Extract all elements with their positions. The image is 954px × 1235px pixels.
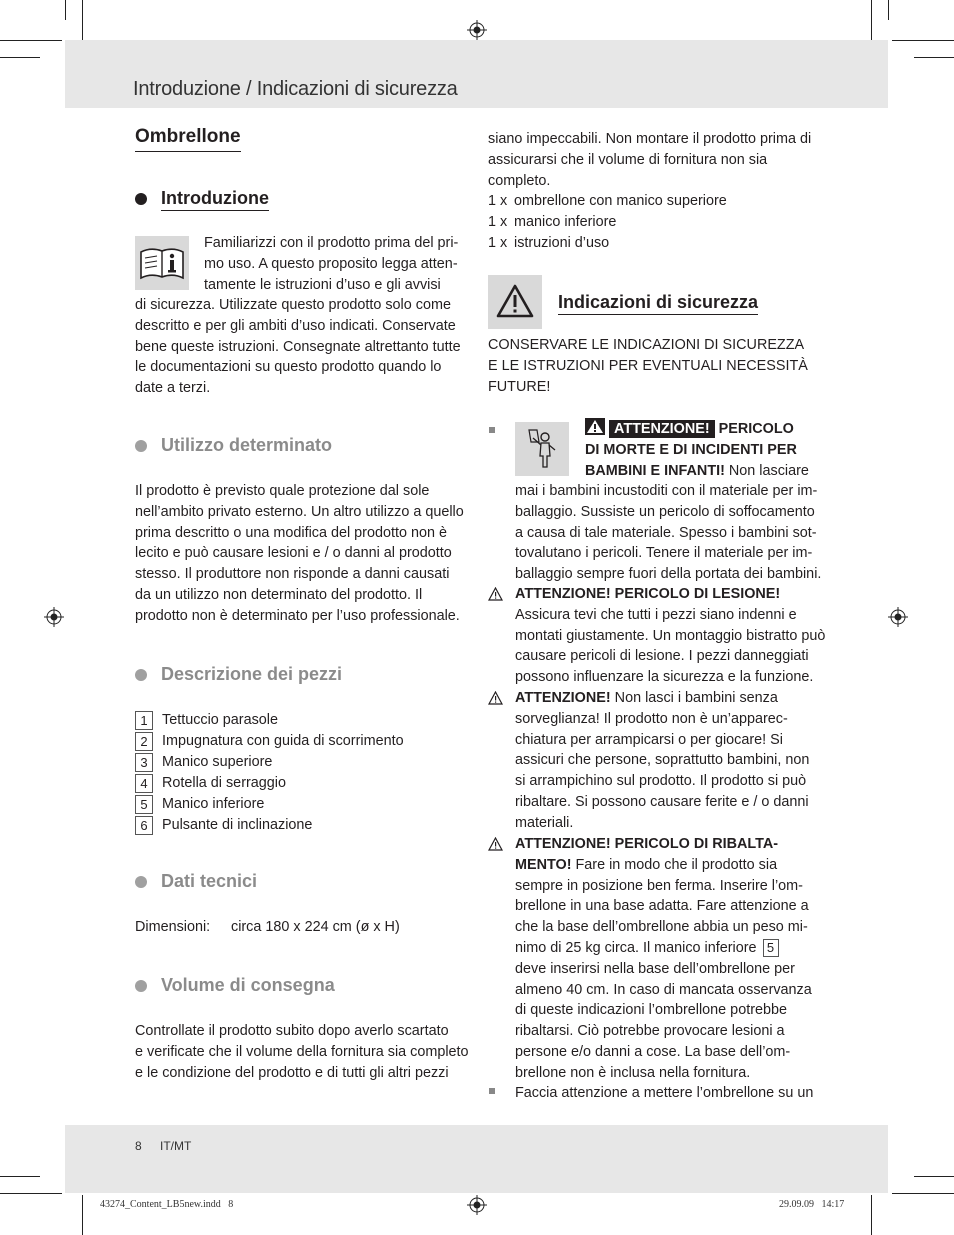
warning-title: ATTENZIONE! [515, 690, 611, 706]
scope-item [488, 212, 616, 233]
section-heading: Dati tecnici [161, 871, 258, 891]
crop-mark [0, 40, 62, 41]
section-sicurezza [558, 290, 758, 315]
warning-title: BAMBINI E INFANTI! [585, 462, 725, 479]
slug-date: 29.09.09 14:17 [779, 1199, 845, 1210]
crop-mark [892, 1193, 954, 1194]
intended-use-text [135, 481, 475, 627]
scope-label: ombrellone con manico superiore [514, 193, 727, 209]
part-label: Pulsante di inclinazione [162, 817, 313, 833]
text-line: mai i bambini incustoditi con il materiale per im- [515, 483, 818, 499]
text-line: e verificate che il volume della fornitura sia completo [135, 1043, 469, 1060]
section-descrizione [135, 664, 342, 685]
text-line: a causa di tale materiale. Spesso i bambini sot- [515, 524, 817, 541]
warning-children-text [515, 481, 835, 585]
text-line: stesso. Il produttore non risponde a danni causati [135, 566, 450, 583]
registration-mark-icon [467, 20, 487, 40]
text-line [585, 461, 825, 482]
text-line: Assicura tevi che tutti i pezzi siano indenni e [515, 606, 797, 623]
text-line: FUTURE! [488, 378, 551, 395]
text-fragment: Fare in modo che il prodotto sia [571, 856, 778, 873]
warning-title: PERICOLO [718, 421, 794, 437]
text-line: prima descritto o una modifica del prodotto non è [135, 524, 447, 541]
text-line: siano impeccabili. Non montare il prodotto prima di [488, 131, 812, 147]
section-bullet-icon [135, 669, 147, 681]
warning-tipping [515, 834, 835, 1084]
attention-badge: ATTENZIONE! [609, 420, 715, 438]
text-line: che la base dell’ombrellone abbia un peso mi- [515, 919, 808, 936]
section-bullet-icon [135, 440, 147, 452]
section-bullet-icon [135, 980, 147, 992]
text-line: ribaltare. Si possono causare ferite e / o danni [515, 793, 809, 810]
text-line: nell’ambito privato esterno. Un altro utilizzo a quello [135, 503, 464, 520]
last-bullet-text: Faccia attenzione a mettere l’ombrellone su un [515, 1085, 814, 1101]
intro-text [135, 295, 475, 399]
scope-label: manico inferiore [514, 214, 617, 230]
manual-info-icon [135, 236, 189, 290]
text-line: assicurarsi che il volume di fornitura non sia completo. [488, 151, 768, 189]
part-label: Tettuccio parasole [162, 712, 278, 728]
crop-mark [871, 0, 872, 40]
text-line: le documentazioni su questo prodotto quando lo [135, 359, 442, 376]
crop-mark [914, 1176, 954, 1177]
text-line: ballaggio. Sussiste un pericolo di soffocamento [515, 503, 815, 520]
text-line: sorveglianza! Il prodotto non è un’apparec- [515, 710, 788, 727]
text-line: possono influenzare la sicurezza e la funzione. [515, 669, 814, 686]
text-line: brellone in una base adatta. Fare attenzione a [515, 898, 809, 915]
section-heading: Volume di consegna [161, 975, 335, 995]
section-heading: Utilizzo determinato [161, 435, 333, 455]
text-line: brellone non è inclusa nella fornitura. [515, 1064, 751, 1081]
warning-climb [515, 688, 835, 834]
text-line: Il prodotto è previsto quale protezione dal sole [135, 483, 430, 499]
crop-mark [82, 1195, 83, 1235]
part-item [135, 815, 312, 836]
part-number: 3 [135, 753, 153, 772]
warning-children-head [585, 418, 825, 481]
part-item [135, 794, 264, 815]
warning-title: DI MORTE E DI INCIDENTI PER [585, 441, 797, 458]
text-line: si arrampichino sul prodotto. Il prodotto si può [515, 773, 807, 790]
warning-title: ATTENZIONE! PERICOLO DI LESIONE! [515, 586, 781, 602]
registration-mark-icon [44, 607, 64, 627]
text-line: date a terzi. [135, 380, 211, 397]
crop-mark [892, 40, 954, 41]
part-number: 2 [135, 732, 153, 751]
warning-title: MENTO! [515, 856, 572, 873]
text-line: materiali. [515, 814, 574, 831]
part-number: 1 [135, 711, 153, 730]
scope-continued [488, 129, 828, 191]
footer-band [65, 1125, 888, 1193]
text-line [515, 855, 835, 876]
page-header-title: Introduzione / Indicazioni di sicurezza [133, 78, 458, 100]
text-line: E LE ISTRUZIONI PER EVENTUALI NECESSITÀ [488, 357, 808, 374]
language-code: IT/MT [160, 1139, 192, 1153]
text-line: ballaggio sempre fuori della portata dei bambini. [515, 566, 822, 583]
text-line: lecito e può causare lesioni e / o danni al prodotto [135, 545, 452, 562]
text-line: sempre in posizione ben ferma. Inserire l’om- [515, 877, 803, 894]
slug-file: 43274_Content_LB5new.indd 8 [100, 1199, 234, 1210]
part-label: Manico superiore [162, 754, 273, 770]
warning-triangle-icon [488, 275, 542, 329]
tech-label: Dimensioni: [135, 919, 211, 935]
text-line: causare pericoli di lesione. I pezzi danneggiati [515, 648, 809, 665]
warning-injury [515, 584, 835, 688]
scope-text [135, 1021, 475, 1083]
scope-qty: 1 x [488, 193, 508, 209]
text-line: di queste indicazioni l’ombrellone potrebbe [515, 1002, 787, 1019]
text-fragment: Non lasciare [724, 462, 809, 479]
intro-text-wrapped [204, 233, 474, 295]
text-line: prodotto non è determinato per l’uso professionale. [135, 607, 460, 624]
text-line: montati giustamente. Un montaggio bistratto può [515, 627, 826, 644]
text-line: bene queste istruzioni. Consegnate altrettanto tutte [135, 338, 461, 355]
section-heading: Indicazioni di sicurezza [558, 290, 758, 315]
part-item [135, 773, 286, 794]
text-line: chiatura per arrampicarsi o per giocare! Si [515, 731, 783, 748]
text-line: descritto e per gli ambiti d’uso indicati. Conservate [135, 317, 456, 334]
text-line: CONSERVARE LE INDICAZIONI DI SICUREZZA [488, 337, 805, 353]
crop-mark [0, 1193, 62, 1194]
section-bullet-icon [135, 193, 147, 205]
bullet-square-icon [489, 1088, 495, 1094]
text-line [515, 688, 835, 709]
crop-mark [82, 0, 83, 40]
text-line: tamente le istruzioni d’uso e gli avvisi [204, 276, 441, 293]
section-introduzione [135, 186, 269, 211]
section-heading: Introduzione [161, 186, 269, 211]
text-line: ribaltarsi. Ciò potrebbe provocare lesioni a [515, 1023, 785, 1040]
registration-mark-icon [467, 1195, 487, 1215]
section-volume [135, 975, 335, 996]
page-number: 8 [135, 1139, 142, 1153]
warning-triangle-icon [585, 418, 605, 435]
part-label: Impugnatura con guida di scorrimento [162, 733, 404, 749]
tech-value: circa 180 x 224 cm (ø x H) [231, 919, 400, 935]
part-item [135, 752, 272, 773]
text-line: almeno 40 cm. In caso di mancata osservanza [515, 981, 812, 998]
scope-item [488, 191, 727, 212]
text-fragment: Non lasci i bambini senza [610, 690, 778, 706]
keep-notice [488, 335, 828, 397]
section-bullet-icon [135, 876, 147, 888]
registration-mark-icon [888, 607, 908, 627]
text-line: e le condizione del prodotto e di tutti gli altri pezzi [135, 1064, 449, 1081]
section-heading: Descrizione dei pezzi [161, 664, 343, 684]
text-line: persone e/o danni a cose. La base dell’om- [515, 1043, 791, 1060]
warning-triangle-icon [488, 587, 503, 601]
text-fragment: nimo di 25 kg circa. Il manico inferiore [515, 939, 757, 956]
crop-mark [65, 0, 66, 20]
warning-triangle-icon [488, 691, 503, 705]
child-warning-icon [515, 422, 569, 476]
scope-label: istruzioni d’uso [514, 235, 610, 251]
part-label: Rotella di serraggio [162, 775, 286, 791]
text-line: mo uso. A questo proposito legga atten- [204, 255, 458, 272]
part-number: 5 [135, 795, 153, 814]
part-number: 4 [135, 774, 153, 793]
text-line: Controllate il prodotto subito dopo averlo scartato [135, 1023, 449, 1039]
crop-mark [888, 0, 889, 20]
crop-mark [0, 1176, 40, 1177]
bullet-square-icon [489, 427, 495, 433]
scope-qty: 1 x [488, 235, 508, 251]
crop-mark [871, 1195, 872, 1235]
text-line: tovalutano i pericoli. Tenere il materiale per im- [515, 545, 813, 562]
text-line: da un utilizzo non determinato del prodotto. Il [135, 586, 423, 603]
warning-triangle-icon [488, 837, 503, 851]
text-line [515, 938, 835, 959]
part-number: 6 [135, 816, 153, 835]
crop-mark [0, 57, 40, 58]
part-item [135, 710, 278, 731]
section-dati-tecnici [135, 871, 257, 892]
scope-qty: 1 x [488, 214, 508, 230]
text-line: deve inserirsi nella base dell’ombrellone per [515, 960, 795, 977]
text-line: Familiarizzi con il prodotto prima del pri- [204, 235, 459, 251]
scope-item [488, 233, 609, 254]
text-line: di sicurezza. Utilizzate questo prodotto solo come [135, 297, 451, 313]
text-line [585, 418, 825, 440]
crop-mark [914, 57, 954, 58]
part-label: Manico inferiore [162, 796, 265, 812]
text-line: assicuri che persone, soprattutto bambini, non [515, 752, 810, 769]
part-item [135, 731, 404, 752]
part-reference: 5 [763, 939, 779, 957]
product-title: Ombrellone [135, 124, 241, 152]
section-utilizzo [135, 435, 332, 456]
warning-title: ATTENZIONE! PERICOLO DI RIBALTA- [515, 836, 779, 852]
